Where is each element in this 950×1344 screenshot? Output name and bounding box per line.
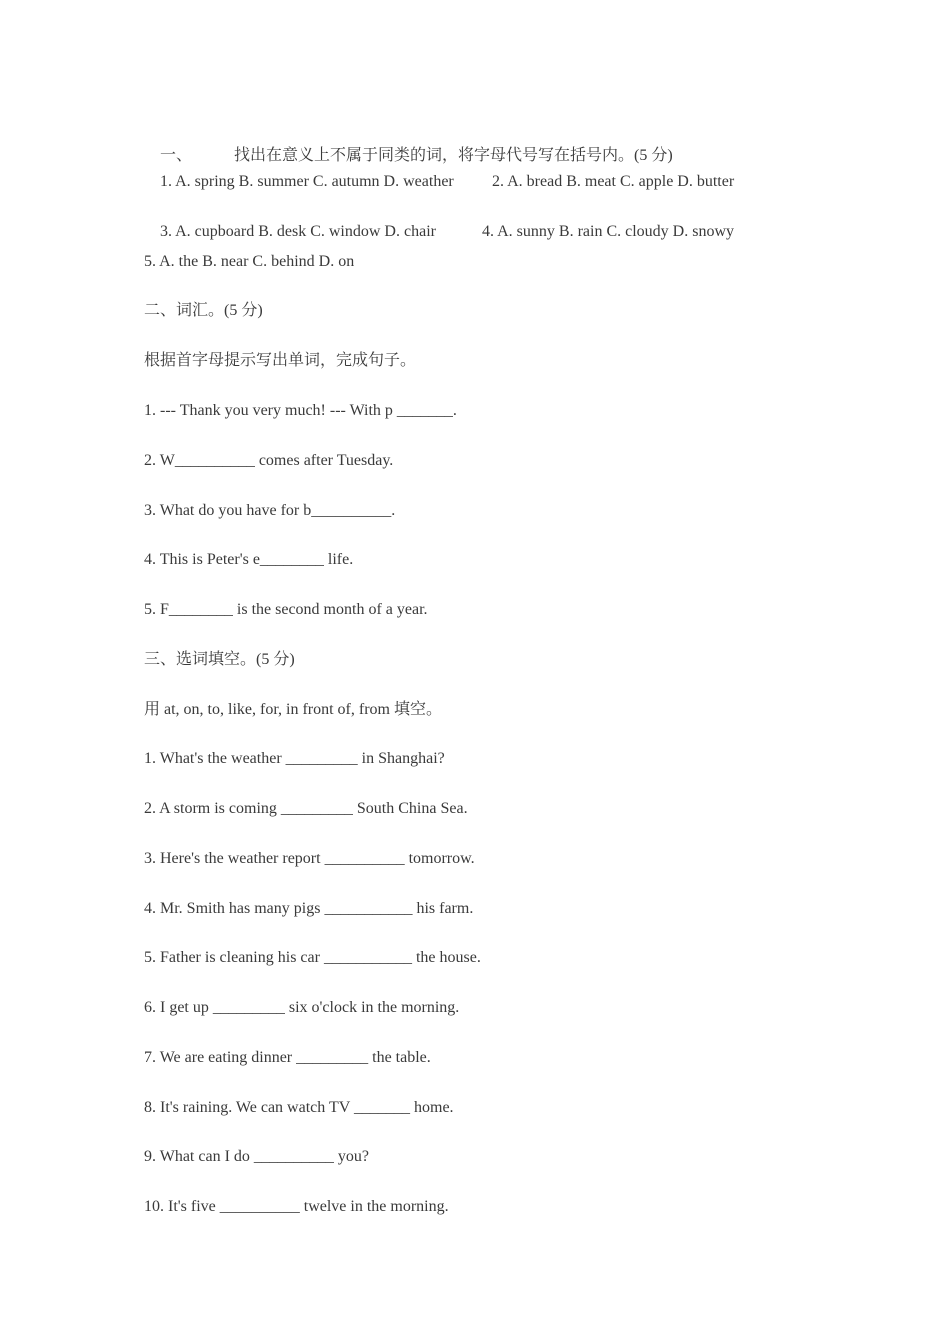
question-3-2: 2. A storm is coming _________ South China Sea. — [144, 800, 468, 817]
section2-heading: 二、词汇。(5 分) — [144, 302, 263, 319]
question-1-4: 4. A. sunny B. rain C. cloudy D. snowy — [482, 223, 734, 240]
question-3-5: 5. Father is cleaning his car ___________ the house. — [144, 949, 481, 966]
question-3-8: 8. It's raining. We can watch TV _______ home. — [144, 1099, 454, 1116]
section1-heading-number: 一、 — [160, 147, 193, 164]
question-1-5: 5. A. the B. near C. behind D. on — [144, 253, 355, 270]
question-3-3: 3. Here's the weather report __________ tomorrow. — [144, 850, 475, 867]
question-3-7: 7. We are eating dinner _________ the table. — [144, 1049, 431, 1066]
section2-instruction: 根据首字母提示写出单词，完成句子。 — [144, 352, 417, 369]
section3-instruction: 用 at, on, to, like, for, in front of, from 填空。 — [144, 701, 442, 718]
section1-heading-text: 找出在意义上不属于同类的词，将字母代号写在括号内。(5 分) — [234, 147, 673, 164]
question-1-2: 2. A. bread B. meat C. apple D. butter — [492, 173, 735, 190]
question-3-10: 10. It's five __________ twelve in the morning. — [144, 1198, 449, 1215]
question-2-3: 3. What do you have for b__________. — [144, 502, 396, 519]
section3-heading: 三、选词填空。(5 分) — [144, 651, 295, 668]
question-3-1: 1. What's the weather _________ in Shanghai? — [144, 750, 445, 767]
question-2-2: 2. W__________ comes after Tuesday. — [144, 452, 394, 469]
question-3-6: 6. I get up _________ six o'clock in the morning. — [144, 999, 460, 1016]
question-2-5: 5. F________ is the second month of a year. — [144, 601, 428, 618]
question-3-4: 4. Mr. Smith has many pigs ___________ his farm. — [144, 900, 474, 917]
question-2-4: 4. This is Peter's e________ life. — [144, 551, 354, 568]
question-1-3: 3. A. cupboard B. desk C. window D. chair — [160, 223, 436, 240]
question-2-1: 1. --- Thank you very much! --- With p _______. — [144, 402, 457, 419]
question-1-1: 1. A. spring B. summer C. autumn D. weather — [160, 173, 454, 190]
question-3-9: 9. What can I do __________ you? — [144, 1148, 369, 1165]
